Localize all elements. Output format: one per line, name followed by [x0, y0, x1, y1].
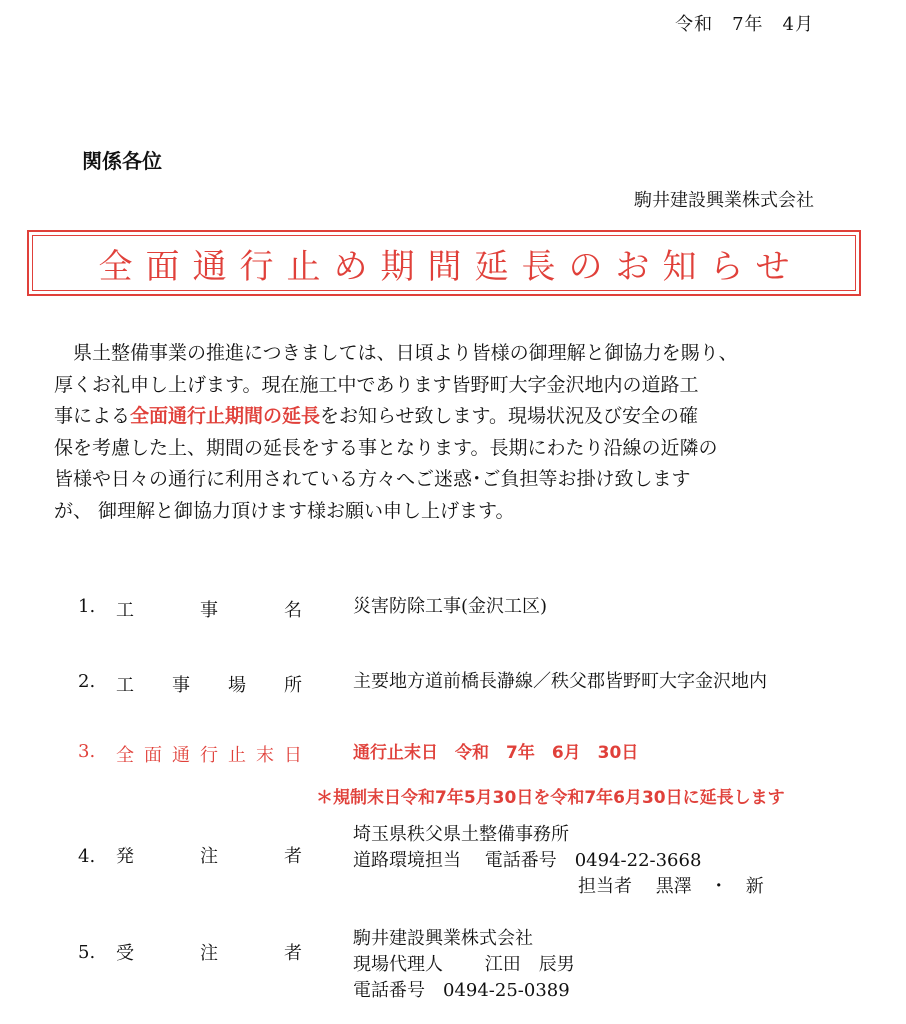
body-emphasis: 全面通行止期間の延長: [130, 405, 321, 427]
item-2-number: 2.: [78, 671, 96, 692]
contractor-agent: 現場代理人 江田 辰男: [353, 954, 575, 975]
item-4-value: [353, 822, 764, 900]
body-line-4: 保を考慮した上、期間の延長をする事となります。長期にわたり沿線の近隣の: [54, 436, 718, 459]
client-person: 担当者 黒澤 ・ 新: [578, 876, 764, 897]
notice-date: 令和 7年 4月: [675, 14, 814, 35]
item-2-label-char: 場: [228, 675, 246, 696]
body-line-3: [54, 401, 854, 433]
item-4-number: 4.: [78, 846, 96, 867]
item-5-label-char: 者: [284, 943, 302, 964]
body-line-6: が、 御理解と御協力頂けます様お願い申し上げます。: [54, 499, 515, 522]
title-inner-border: [32, 235, 856, 291]
item-1-label-char: 名: [284, 600, 302, 621]
body-line-5: 皆様や日々の通行に利用されている方々へご迷惑･ご負担等お掛け致します: [54, 468, 691, 490]
item-3-label-char: 日: [284, 745, 302, 766]
addressee: 関係各位: [82, 149, 162, 173]
item-1-number: 1.: [78, 596, 96, 617]
item-3-value: 通行止末日 令和 7年 6月 30日: [353, 743, 639, 763]
item-5-number: 5.: [78, 942, 96, 963]
item-1-label-char: 工: [116, 600, 134, 621]
item-3-label-char: 末: [256, 745, 274, 766]
item-4-label: [116, 842, 302, 868]
item-3-label: [116, 741, 302, 767]
body-line-3-before: 事による: [54, 405, 131, 427]
extension-note: ＊規制末日令和7年5月30日を令和7年6月30日に延長します: [316, 788, 785, 808]
client-office: 埼玉県秩父県土整備事務所: [353, 824, 569, 845]
item-2-label-char: 事: [172, 675, 190, 696]
item-4-label-char: 注: [200, 846, 218, 867]
item-3-label-char: 面: [144, 745, 162, 766]
item-3-label-char: 通: [172, 745, 190, 766]
item-2-label-char: 所: [284, 675, 302, 696]
title-box: [27, 230, 861, 296]
item-3-label-char: 全: [116, 745, 134, 766]
item-5-value: [353, 926, 575, 1004]
sender-company: 駒井建設興業株式会社: [634, 190, 814, 211]
item-5-label-char: 注: [200, 943, 218, 964]
item-5-label-char: 受: [116, 943, 134, 964]
item-3-label-char: 止: [228, 745, 246, 766]
item-3-label-char: 行: [200, 745, 218, 766]
item-4-label-char: 発: [116, 846, 134, 867]
item-2-value: 主要地方道前橋長瀞線／秩父郡皆野町大字金沢地内: [353, 671, 767, 692]
item-1-value: 災害防除工事(金沢工区): [353, 596, 548, 617]
body-line-3-after: をお知らせ致します。現場状況及び安全の確: [320, 405, 698, 427]
item-1-label-char: 事: [200, 600, 218, 621]
contractor-phone: 電話番号 0494-25-0389: [353, 980, 570, 1001]
item-3-number: 3.: [78, 741, 96, 762]
client-contact: 道路環境担当 電話番号 0494-22-3668: [353, 850, 702, 871]
item-5-label: [116, 939, 302, 965]
item-1-label: [116, 596, 302, 622]
body-line-1: [54, 338, 854, 370]
body-paragraph: [54, 338, 854, 527]
contractor-company: 駒井建設興業株式会社: [353, 928, 533, 949]
item-2-label-char: 工: [116, 675, 134, 696]
body-line-1-text: 県土整備事業の推進につきましては、日頃より皆様の御理解と御協力を賜り、: [73, 342, 738, 364]
item-4-label-char: 者: [284, 846, 302, 867]
item-2-label: [116, 671, 302, 697]
body-line-2: 厚くお礼申し上げます。現在施工中であります皆野町大字金沢地内の道路工: [54, 373, 699, 396]
notice-title: 全面通行止め期間延長のお知らせ: [98, 246, 803, 287]
